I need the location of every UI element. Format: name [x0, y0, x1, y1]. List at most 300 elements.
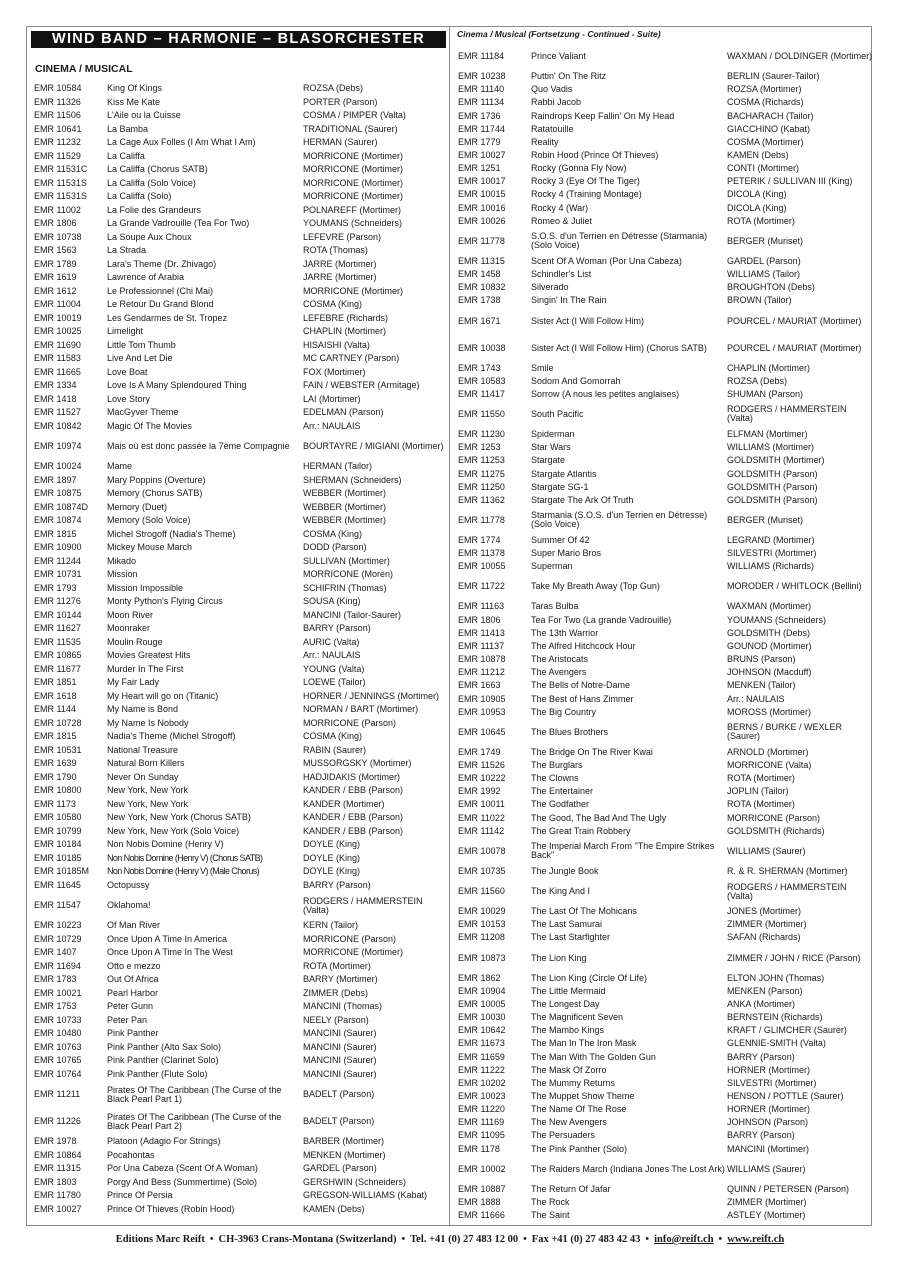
catalog-code: EMR 10842	[34, 421, 82, 431]
catalog-title: Mission	[107, 570, 138, 580]
catalog-row	[34, 285, 449, 299]
catalog-arranger: MORRICONE (Mortimer)	[303, 948, 403, 958]
right-column	[450, 27, 873, 1225]
catalog-title: Stargate SG-1	[531, 482, 589, 492]
catalog-arranger: JARRE (Mortimer)	[303, 273, 377, 283]
catalog-code: EMR 10024	[34, 462, 82, 472]
catalog-code: EMR 10019	[34, 313, 82, 323]
catalog-code: EMR 10874	[34, 516, 82, 526]
catalog-row	[458, 294, 873, 307]
catalog-code: EMR 10531	[34, 745, 82, 755]
catalog-arranger: BRUNS (Parson)	[727, 655, 796, 665]
catalog-arranger: HERMAN (Tailor)	[303, 462, 373, 472]
catalog-code: EMR 10900	[34, 543, 82, 553]
catalog-code: EMR 11244	[34, 556, 81, 566]
catalog-code: EMR 10184	[34, 840, 82, 850]
catalog-code: EMR 1803	[34, 1177, 77, 1187]
catalog-arranger: ASTLEY (Mortimer)	[727, 1211, 806, 1221]
catalog-arranger: YOUNG (Valta)	[303, 664, 365, 674]
catalog-title: The 13th Warrior	[531, 628, 599, 638]
catalog-title: Love Story	[107, 394, 151, 404]
catalog-arranger: MC CARTNEY (Parson)	[303, 354, 400, 364]
catalog-title: The Entertainer	[531, 787, 594, 797]
catalog-arranger: GOLDSMITH (Mortimer)	[727, 456, 825, 466]
continued-title: Cinema / Musical (Fortsetzung - Continued - Suite)	[457, 29, 661, 39]
catalog-row	[458, 772, 873, 785]
catalog-code: EMR 10025	[34, 327, 82, 337]
catalog-title: Stargate The Ark Of Truth	[531, 495, 634, 505]
catalog-row	[458, 109, 873, 122]
catalog-code: EMR 10029	[458, 907, 506, 917]
catalog-arranger: KAMEN (Debs)	[303, 1204, 365, 1214]
catalog-row	[34, 1054, 449, 1068]
catalog-arranger: CONTI (Mortimer)	[727, 164, 799, 174]
catalog-title: Peter Pan	[107, 1015, 148, 1025]
catalog-code: EMR 11232	[34, 138, 81, 148]
catalog-row	[34, 109, 449, 123]
catalog-code: EMR 11547	[34, 901, 81, 910]
catalog-arranger: ZIMMER / JOHN / RICE (Parson)	[727, 953, 861, 963]
catalog-row	[34, 150, 449, 164]
catalog-arranger: RABIN (Saurer)	[303, 745, 367, 755]
catalog-arranger: POURCEL / MAURIAT (Mortimer)	[727, 316, 862, 326]
catalog-code: EMR 1779	[458, 137, 501, 147]
catalog-row	[458, 1196, 873, 1209]
catalog-row	[34, 82, 449, 96]
catalog-list-right	[458, 43, 873, 1222]
website-link[interactable]: www.reift.ch	[727, 1234, 785, 1245]
catalog-arranger: WILLIAMS (Tailor)	[727, 270, 801, 280]
catalog-arranger: KRAFT / GLIMCHER (Saurer)	[727, 1026, 847, 1036]
catalog-title: Moulin Rouge	[107, 637, 163, 647]
catalog-row	[458, 746, 873, 759]
catalog-code: EMR 11230	[458, 430, 505, 440]
catalog-arranger: QUINN / PETERSEN (Parson)	[727, 1184, 850, 1194]
catalog-row	[34, 595, 449, 609]
catalog-row	[34, 177, 449, 191]
catalog-title: Memory (Chorus SATB)	[107, 489, 203, 499]
catalog-row	[458, 985, 873, 998]
section-title: CINEMA / MUSICAL	[35, 63, 133, 75]
catalog-row	[458, 534, 873, 547]
catalog-title: The Lion King (Circle Of Life)	[531, 973, 648, 983]
catalog-code: EMR 1789	[34, 259, 77, 269]
catalog-title: The Bells of Notre-Dame	[531, 681, 631, 691]
catalog-row	[34, 987, 449, 1001]
catalog-code: EMR 10953	[458, 707, 506, 717]
catalog-title: La Grande Vadrouille (Tea For Two)	[107, 219, 250, 229]
catalog-row	[34, 136, 449, 150]
catalog-arranger: BACHARACH (Tailor)	[727, 111, 814, 121]
email-link[interactable]: info@reift.ch	[654, 1234, 714, 1245]
catalog-title: Rocky (Gonna Fly Now)	[531, 164, 627, 174]
catalog-row	[458, 547, 873, 560]
catalog-title: New York, New York (Solo Voice)	[107, 826, 240, 836]
catalog-code: EMR 10878	[458, 655, 506, 665]
catalog-row	[458, 812, 873, 825]
catalog-title: Rocky 4 (War)	[531, 203, 589, 213]
catalog-arranger: BARBER (Mortimer)	[303, 1137, 385, 1147]
catalog-code: EMR 1806	[458, 615, 501, 625]
catalog-arranger: ZIMMER (Debs)	[303, 988, 368, 998]
left-column	[27, 27, 450, 1225]
telephone: Tel. +41 (0) 27 483 12 00	[410, 1234, 519, 1245]
catalog-code: EMR 1563	[34, 246, 77, 256]
catalog-title: Taras Bulba	[531, 602, 579, 612]
catalog-row	[34, 555, 449, 569]
catalog-arranger: DICOLA (King)	[727, 203, 787, 213]
catalog-row	[34, 730, 449, 744]
catalog-code: EMR 10764	[34, 1069, 82, 1079]
catalog-title: Moon River	[107, 610, 154, 620]
catalog-title: La Cage Aux Folles (I Am What I Am)	[107, 138, 256, 148]
catalog-row	[34, 204, 449, 218]
catalog-code: EMR 11163	[458, 602, 505, 612]
catalog-arranger: MORRICONE (Parson)	[727, 813, 821, 823]
catalog-row	[34, 622, 449, 636]
catalog-code: EMR 11665	[34, 367, 81, 377]
catalog-code: EMR 11531S	[34, 178, 87, 188]
catalog-title: The Lion King	[531, 953, 587, 963]
catalog-title: The Persuaders	[531, 1131, 596, 1141]
catalog-arranger: COSMA / PIMPER (Valta)	[303, 111, 406, 121]
catalog-code: EMR 10580	[34, 813, 82, 823]
catalog-title: Raindrops Keep Fallin' On My Head	[531, 111, 675, 121]
catalog-title: Sister Act (I Will Follow Him)	[531, 316, 645, 326]
catalog-code: EMR 1251	[458, 164, 501, 174]
catalog-title: Star Wars	[531, 443, 571, 453]
catalog-code: EMR 10026	[458, 216, 506, 226]
catalog-code: EMR 1783	[34, 975, 77, 985]
catalog-row	[34, 852, 449, 866]
catalog-row	[34, 366, 449, 380]
catalog-code: EMR 11526	[458, 761, 505, 771]
catalog-row	[458, 679, 873, 692]
catalog-title: The Godfather	[531, 800, 590, 810]
catalog-row	[34, 1189, 449, 1203]
catalog-row	[458, 162, 873, 175]
catalog-arranger: WILLIAMS (Saurer)	[727, 846, 806, 856]
catalog-arranger: FOX (Mortimer)	[303, 367, 366, 377]
catalog-code: EMR 10729	[34, 934, 82, 944]
catalog-title: MacGyver Theme	[107, 408, 179, 418]
catalog-arranger: MANCINI (Saurer)	[303, 1069, 377, 1079]
catalog-arranger: GARDEL (Parson)	[727, 256, 801, 266]
catalog-arranger: ANKA (Mortimer)	[727, 999, 796, 1009]
catalog-title: The King And I	[531, 887, 591, 897]
catalog-title: Pearl Harbor	[107, 988, 159, 998]
catalog-code: EMR 1639	[34, 759, 77, 769]
catalog-row	[34, 771, 449, 785]
catalog-row	[34, 1203, 449, 1217]
catalog-code: EMR 10480	[34, 1029, 82, 1039]
catalog-arranger: ZIMMER (Mortimer)	[727, 1197, 807, 1207]
catalog-arranger: MANCINI (Thomas)	[303, 1002, 383, 1012]
catalog-arranger: SULLIVAN (Mortimer)	[303, 556, 390, 566]
catalog-row	[458, 96, 873, 109]
catalog-code: EMR 11659	[458, 1052, 505, 1062]
catalog-title: Mais où est donc passée la 7ème Compagnie	[107, 442, 290, 451]
catalog-arranger: COSMA (King)	[303, 529, 363, 539]
catalog-code: EMR 11184	[458, 52, 505, 61]
catalog-code: EMR 1458	[458, 270, 501, 280]
catalog-title: The Name Of The Rose	[531, 1105, 627, 1115]
catalog-arranger: DOYLE (King)	[303, 853, 361, 863]
catalog-arranger: KERN (Tailor)	[303, 921, 359, 931]
catalog-title: Pink Panther (Flute Solo)	[107, 1069, 208, 1079]
catalog-row	[34, 568, 449, 582]
catalog-code: EMR 1862	[458, 973, 501, 983]
catalog-title: Pink Panther (Alto Sax Solo)	[107, 1042, 222, 1052]
catalog-code: EMR 11002	[34, 205, 81, 215]
catalog-arranger: BARRY (Parson)	[303, 880, 371, 890]
catalog-title: Superman	[531, 562, 573, 572]
catalog-title: The Jungle Book	[531, 866, 599, 876]
catalog-row	[34, 1162, 449, 1176]
catalog-arranger: WILLIAMS (Richards)	[727, 562, 815, 572]
catalog-code: EMR 1671	[458, 316, 501, 326]
catalog-row	[458, 825, 873, 838]
catalog-row	[458, 865, 873, 878]
catalog-arranger: BARRY (Mortimer)	[303, 975, 378, 985]
catalog-arranger: ELTON JOHN (Thomas)	[727, 973, 825, 983]
catalog-title: Peter Gunn	[107, 1002, 154, 1012]
catalog-code: EMR 11226	[34, 1117, 81, 1126]
catalog-title: S.O.S. d'un Terrien en Détresse (Starmania) (Solo Voice)	[531, 232, 708, 251]
catalog-code: EMR 10832	[458, 283, 506, 293]
catalog-code: EMR 11780	[34, 1191, 81, 1201]
catalog-title: Summer Of 42	[531, 535, 590, 545]
catalog-arranger: MANCINI (Tailor-Saurer)	[303, 610, 402, 620]
catalog-code: EMR 10642	[458, 1026, 506, 1036]
catalog-title: Porgy And Bess (Summertime) (Solo)	[107, 1177, 258, 1187]
catalog-arranger: YOUMANS (Schneiders)	[727, 615, 827, 625]
catalog-title: The Rock	[531, 1197, 570, 1207]
catalog-title: Stargate Atlantis	[531, 469, 597, 479]
catalog-title: L'Aile ou la Cuisse	[107, 111, 181, 121]
catalog-code: EMR 10800	[34, 786, 82, 796]
catalog-code: EMR 1618	[34, 691, 77, 701]
catalog-code: EMR 11140	[458, 85, 505, 95]
catalog-title: The Aristocats	[531, 655, 589, 665]
catalog-arranger: SAFAN (Richards)	[727, 933, 801, 943]
catalog-code: EMR 10728	[34, 718, 82, 728]
catalog-row	[34, 609, 449, 623]
catalog-row	[458, 375, 873, 388]
catalog-arranger: ZIMMER (Mortimer)	[727, 920, 807, 930]
catalog-arranger: NEELY (Parson)	[303, 1015, 369, 1025]
catalog-title: Memory (Duet)	[107, 502, 168, 512]
catalog-code: EMR 11677	[34, 664, 81, 674]
catalog-row	[34, 784, 449, 798]
catalog-code: EMR 11222	[458, 1065, 505, 1075]
catalog-arranger: GERSHWIN (Schneiders)	[303, 1177, 407, 1187]
catalog-arranger: RODGERS / HAMMERSTEIN (Valta)	[727, 405, 847, 424]
catalog-arranger: ROTA (Thomas)	[303, 246, 368, 256]
catalog-row	[34, 1000, 449, 1014]
catalog-row	[458, 215, 873, 228]
catalog-row	[34, 825, 449, 839]
catalog-arranger: BARRY (Parson)	[727, 1052, 795, 1062]
catalog-arranger: ROZSA (Debs)	[727, 376, 788, 386]
catalog-title: Le Retour Du Grand Blond	[107, 300, 214, 310]
catalog-code: EMR 10153	[458, 920, 506, 930]
bullet-separator: •	[401, 1234, 406, 1245]
catalog-arranger: COSMA (Richards)	[727, 98, 804, 108]
catalog-arranger: MENKEN (Parson)	[727, 986, 803, 996]
catalog-title: Love Is A Many Splendoured Thing	[107, 381, 247, 391]
catalog-arranger: COSMA (Mortimer)	[727, 137, 804, 147]
catalog-arranger: MORRICONE (Valta)	[727, 761, 812, 771]
catalog-row	[34, 325, 449, 339]
catalog-title: South Pacific	[531, 409, 584, 419]
catalog-row	[458, 653, 873, 666]
catalog-title: The Bridge On The River Kwai	[531, 747, 653, 757]
catalog-title: La Bamba	[107, 124, 149, 134]
catalog-code: EMR 10735	[458, 866, 506, 876]
catalog-title: The Magnificent Seven	[531, 1013, 624, 1023]
catalog-title: Take My Breath Away (Top Gun)	[531, 582, 660, 592]
catalog-row	[458, 1011, 873, 1024]
catalog-row	[458, 798, 873, 811]
catalog-row	[458, 308, 873, 335]
catalog-title: Quo Vadis	[531, 85, 573, 95]
catalog-title: Nadia's Theme (Michel Strogoff)	[107, 732, 236, 742]
catalog-arranger: MANCINI (Mortimer)	[727, 1144, 809, 1154]
catalog-row	[34, 190, 449, 204]
catalog-arranger: ROTA (Mortimer)	[727, 216, 795, 226]
catalog-arranger: AURIC (Valta)	[303, 637, 360, 647]
catalog-arranger: KANDER / EBB (Parson)	[303, 813, 404, 823]
catalog-title: Scent Of A Woman (Por Una Cabeza)	[531, 256, 682, 266]
catalog-title: Kiss Me Kate	[107, 97, 161, 107]
catalog-arranger: LAI (Mortimer)	[303, 394, 361, 404]
catalog-row	[34, 163, 449, 177]
catalog-arranger: MORRICONE (Parson)	[303, 934, 397, 944]
catalog-title: The Mambo Kings	[531, 1026, 605, 1036]
catalog-arranger: DOYLE (King)	[303, 840, 361, 850]
catalog-row	[34, 514, 449, 528]
catalog-row	[458, 255, 873, 268]
catalog-code: EMR 1851	[34, 678, 77, 688]
catalog-code: EMR 1612	[34, 286, 77, 296]
catalog-arranger: PETERIK / SULLIVAN III (King)	[727, 177, 853, 187]
catalog-title: The Imperial March From "The Empire Strikes Back"	[531, 842, 715, 861]
catalog-title: The Pink Panther (Solo)	[531, 1144, 628, 1154]
catalog-code: EMR 10874D	[34, 502, 89, 512]
catalog-code: EMR 10738	[34, 232, 82, 242]
catalog-arranger: RODGERS / HAMMERSTEIN (Valta)	[727, 882, 847, 901]
catalog-code: EMR 10905	[458, 694, 506, 704]
catalog-code: EMR 1806	[34, 219, 77, 229]
catalog-row	[458, 362, 873, 375]
catalog-code: EMR 11275	[458, 469, 505, 479]
catalog-title: Super Mario Bros	[531, 549, 602, 559]
catalog-arranger: TRADITIONAL (Saurer)	[303, 124, 398, 134]
catalog-code: EMR 11673	[458, 1039, 505, 1049]
catalog-code: EMR 10027	[458, 151, 506, 161]
catalog-code: EMR 11208	[458, 933, 505, 943]
catalog-arranger: MORRICONE (Mortimer)	[303, 178, 403, 188]
catalog-row	[34, 744, 449, 758]
catalog-arranger: GOLDSMITH (Parson)	[727, 495, 818, 505]
catalog-row	[458, 83, 873, 96]
catalog-row	[458, 706, 873, 719]
catalog-row	[458, 149, 873, 162]
catalog-row	[458, 1143, 873, 1156]
catalog-row	[34, 946, 449, 960]
catalog-title: Rabbi Jacob	[531, 98, 582, 108]
catalog-row	[458, 759, 873, 772]
catalog-row	[34, 352, 449, 366]
catalog-title: Lawrence of Arabia	[107, 273, 185, 283]
catalog-row	[458, 202, 873, 215]
catalog-title: The Big Country	[531, 707, 597, 717]
catalog-arranger: Arr.: NAULAIS	[303, 421, 361, 431]
catalog-title: Starmania (S.O.S. d'un Terrien en Détresse) (Solo Voice)	[531, 511, 708, 530]
catalog-row	[458, 228, 873, 255]
catalog-arranger: HISAISHI (Valta)	[303, 340, 370, 350]
catalog-arranger: ROTA (Mortimer)	[727, 774, 795, 784]
catalog-row	[458, 905, 873, 918]
catalog-row	[34, 1041, 449, 1055]
catalog-arranger: SHUMAN (Parson)	[727, 389, 804, 399]
catalog-title: My Name Is Nobody	[107, 718, 189, 728]
catalog-row	[34, 1068, 449, 1082]
catalog-row	[34, 676, 449, 690]
catalog-arranger: SCHIFRIN (Thomas)	[303, 583, 387, 593]
catalog-row	[458, 401, 873, 428]
catalog-row	[458, 388, 873, 401]
catalog-arranger: MANCINI (Saurer)	[303, 1029, 377, 1039]
catalog-arranger: WILLIAMS (Mortimer)	[727, 443, 815, 453]
catalog-row	[34, 406, 449, 420]
catalog-row	[458, 1116, 873, 1129]
catalog-title: Mission Impossible	[107, 583, 184, 593]
catalog-code: EMR 10055	[458, 562, 506, 572]
catalog-arranger: MORRICONE (Mortimer)	[303, 151, 403, 161]
catalog-arranger: RODGERS / HAMMERSTEIN (Valta)	[303, 896, 423, 915]
catalog-row	[34, 379, 449, 393]
catalog-title: Platoon (Adagio For Strings)	[107, 1137, 221, 1147]
catalog-title: La Califfa (Solo)	[107, 192, 172, 202]
catalog-row	[458, 454, 873, 467]
catalog-arranger: JOHNSON (Parson)	[727, 1118, 809, 1128]
catalog-arranger: WEBBER (Mortimer)	[303, 489, 386, 499]
catalog-row	[458, 1156, 873, 1183]
catalog-code: EMR 1663	[458, 681, 501, 691]
catalog-title: Lara's Theme (Dr. Zhivago)	[107, 259, 217, 269]
catalog-title: Puttin' On The Ritz	[531, 72, 607, 82]
catalog-title: The Last Of The Mohicans	[531, 907, 637, 917]
catalog-arranger: BARRY (Parson)	[303, 624, 371, 634]
catalog-title: The Blues Brothers	[531, 727, 609, 737]
catalog-code: EMR 1793	[34, 583, 77, 593]
catalog-title: Of Man River	[107, 921, 161, 931]
catalog-title: The Man With The Golden Gun	[531, 1052, 656, 1062]
catalog-code: EMR 11220	[458, 1105, 505, 1115]
catalog-code: EMR 10202	[458, 1078, 506, 1088]
catalog-arranger: ROTA (Mortimer)	[303, 961, 371, 971]
catalog-arranger: Arr.: NAULAIS	[303, 651, 361, 661]
catalog-arranger: GIACCHINO (Kabat)	[727, 124, 811, 134]
catalog-code: EMR 10641	[34, 124, 82, 134]
catalog-code: EMR 10222	[458, 774, 506, 784]
catalog-row	[458, 281, 873, 294]
catalog-row	[458, 785, 873, 798]
catalog-arranger: YOUMANS (Schneiders)	[303, 219, 403, 229]
catalog-row	[34, 879, 449, 893]
